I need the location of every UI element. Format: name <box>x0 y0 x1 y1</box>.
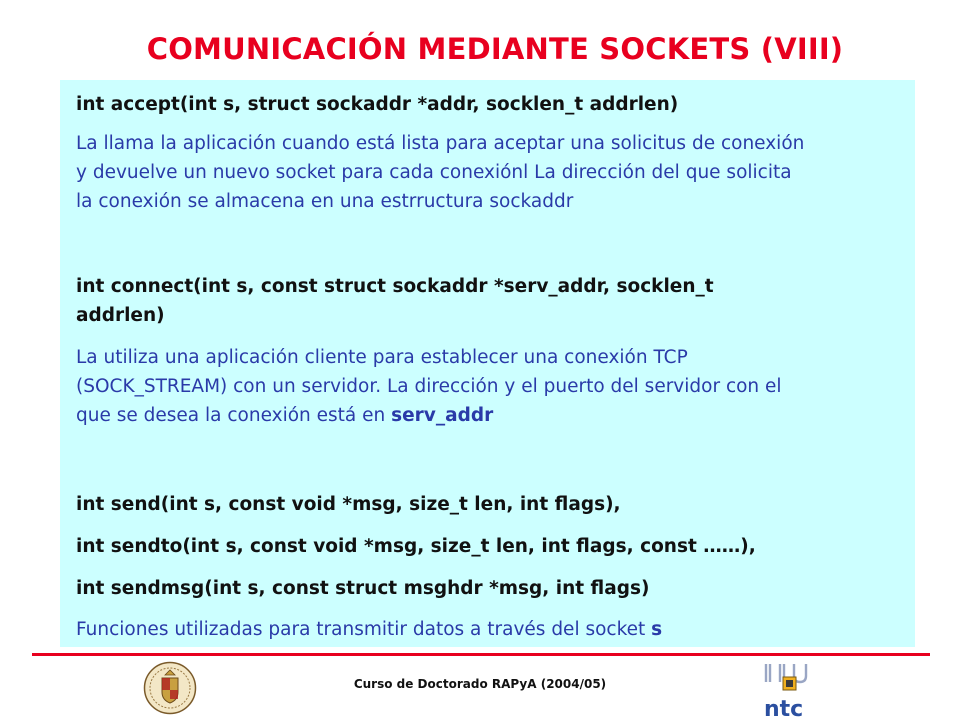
accept-description-line-2: y devuelve un nuevo socket para cada conexiónl La dirección del que solicita <box>76 162 792 183</box>
connect-signature-line-2: addrlen) <box>76 305 165 326</box>
course-footer: Curso de Doctorado RAPyA (2004/05) <box>353 677 607 691</box>
connect-description-line-3 <box>76 401 876 430</box>
ntc-logo-icon <box>760 660 818 720</box>
footer-divider <box>32 653 930 656</box>
connect-description-text: que se desea la conexión está en <box>76 405 392 426</box>
send-description <box>76 615 876 644</box>
accept-description-line-3: la conexión se almacena en una estrructura sockaddr <box>76 191 574 212</box>
content-panel <box>60 80 915 647</box>
serv-addr-keyword: serv_addr <box>391 405 494 426</box>
accept-signature: int accept(int s, struct sockaddr *addr, socklen_t addrlen) <box>76 94 679 115</box>
send-signature: int send(int s, const void *msg, size_t len, int flags), <box>76 494 621 515</box>
slide-title: COMUNICACIÓN MEDIANTE SOCKETS (VIII) <box>146 32 844 66</box>
sendto-signature: int sendto(int s, const void *msg, size_t len, int flags, const ……), <box>76 536 756 557</box>
connect-signature-line-1: int connect(int s, const struct sockaddr *serv_addr, socklen_t <box>76 276 714 297</box>
svg-text:ntc: ntc <box>764 697 804 720</box>
sendmsg-signature: int sendmsg(int s, const struct msghdr *msg, int flags) <box>76 578 650 599</box>
connect-description-line-1: La utiliza una aplicación cliente para establecer una conexión TCP <box>76 347 688 368</box>
socket-s-keyword: s <box>651 619 663 640</box>
connect-description-line-2: (SOCK_STREAM) con un servidor. La dirección y el puerto del servidor con el <box>76 376 782 397</box>
send-description-text: Funciones utilizadas para transmitir datos a través del socket <box>76 619 652 640</box>
accept-description-line-1: La llama la aplicación cuando está lista para aceptar una solicitus de conexión <box>76 133 805 154</box>
